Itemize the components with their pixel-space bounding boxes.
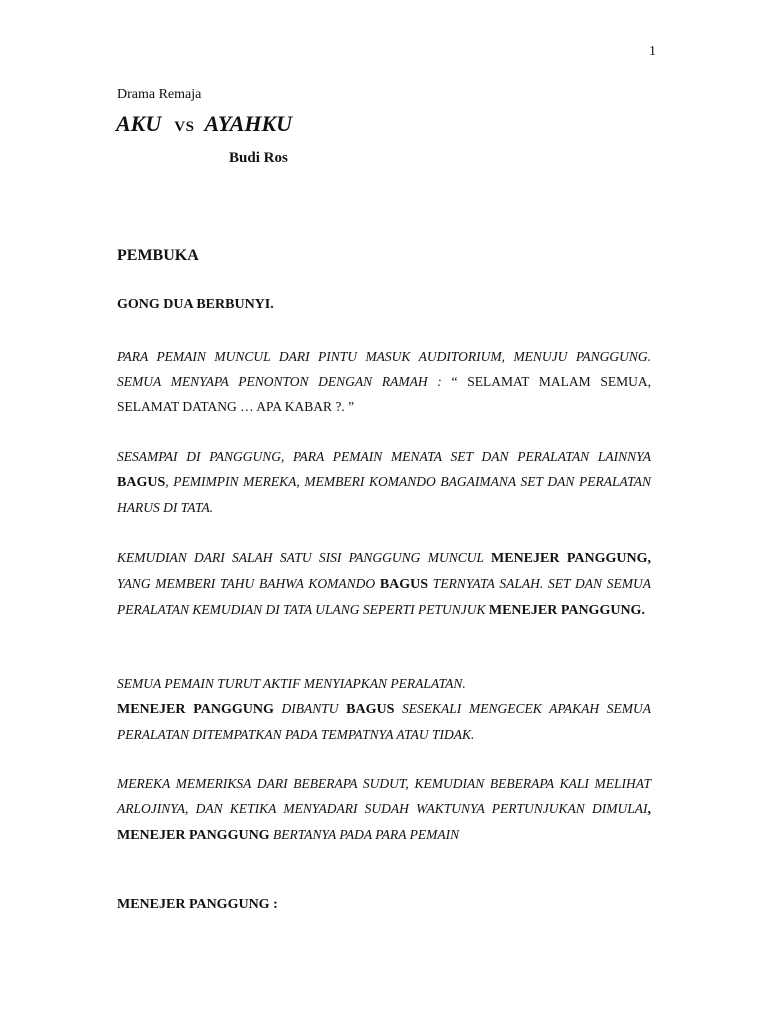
author-name: Budi Ros [229,150,288,166]
character-cue-menejer-panggung: MENEJER PANGGUNG : [117,897,278,912]
character-name: BAGUS [117,475,166,490]
stage-direction-paragraph-4 [117,671,651,747]
p4-text-1: SEMUA PEMAIN TURUT AKTIF MENYIAPKAN PERALATAN. [117,676,466,691]
p5-comma: , [647,802,651,817]
p3-text-1: KEMUDIAN DARI SALAH SATU SISI PANGGUNG MUNCUL [117,550,492,565]
p3-comma: , [647,551,651,566]
p1-greeting: “ SELAMAT MALAM SEMUA, SELAMAT DATANG … APA KABAR ?. ” [117,374,651,414]
p3-text-3: TERNYATA SALAH. SET DAN SEMUA PERALATAN KEMUDIAN DI TATA ULANG SEPERTI PETUNJUK [117,576,651,617]
stage-direction-paragraph-2 [117,444,651,520]
stage-direction-paragraph-3 [117,545,651,623]
p4-text-3: SESEKALI MENGECEK APAKAH SEMUA PERALATAN DITEMPATKAN PADA TEMPATNYA ATAU TIDAK. [117,701,651,742]
character-name: MENEJER PANGGUNG. [488,603,645,618]
title-part-ayahku: AYAHKU [204,111,293,136]
page-number: 1 [649,44,656,59]
character-name: BAGUS [346,702,395,717]
title-vs: VS [174,119,195,135]
document-title [116,111,292,137]
title-part-aku: AKU [116,111,162,136]
p4-text-2: DIBANTU [273,701,347,716]
p2-text-2: , PEMIMPIN MEREKA, MEMBERI KOMANDO BAGAIMANA SET DAN PERALATAN HARUS DI TATA. [117,474,651,515]
p5-text-2: BERTANYA PADA PARA PEMAIN [269,827,460,842]
stage-direction-paragraph-5 [117,771,651,848]
p5-text-1: MEREKA MEMERIKSA DARI BEBERAPA SUDUT, KEMUDIAN BEBERAPA KALI MELIHAT ARLOJINYA, DAN KETIKA MENYADARI SUDAH WAKTUNYA PERTUNJUKAN DIMULAI [117,776,651,816]
p3-text-2: YANG MEMBERI TAHU BAHWA KOMANDO [117,576,380,591]
section-heading-pembuka: PEMBUKA [117,247,199,264]
p1-text: PARA PEMAIN MUNCUL DARI PINTU MASUK AUDITORIUM, MENUJU PANGGUNG. SEMUA MENYAPA PENONTON DENGAN RAMAH : [117,349,651,389]
p2-text-1: SESAMPAI DI PANGGUNG, PARA PEMAIN MENATA SET DAN PERALATAN LAINNYA [117,449,651,464]
character-name: MENEJER PANGGUNG [117,702,274,717]
stage-direction-paragraph-1 [117,344,651,419]
stage-direction-gong: GONG DUA BERBUNYI. [117,297,274,312]
character-name: MENEJER PANGGUNG [491,551,648,566]
genre-label: Drama Remaja [117,87,202,102]
character-name: MENEJER PANGGUNG [117,828,270,843]
character-name: BAGUS [379,577,429,592]
